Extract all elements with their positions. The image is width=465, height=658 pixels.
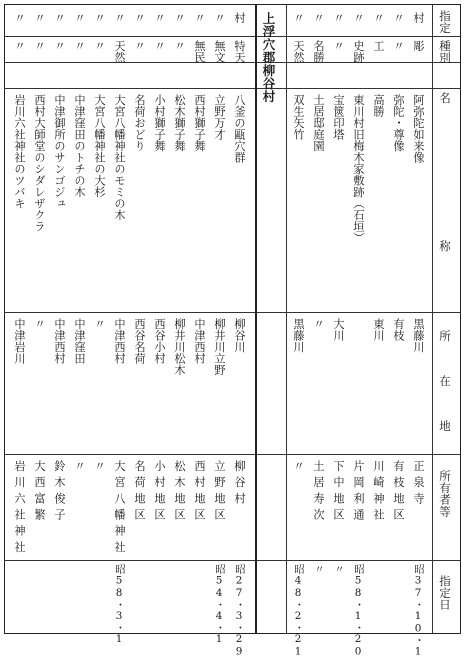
entry-location: 西谷名荷	[133, 318, 146, 364]
entry-name: 名荷おどり	[133, 94, 146, 152]
entry-designation: 〃	[352, 12, 365, 24]
entry-name: 東川村旧梅木家敷跡（石垣）	[352, 94, 365, 244]
entry-location: 中津西村	[193, 318, 206, 364]
entry-owner: 川崎神社	[372, 460, 385, 525]
entry-owner: 大宮八幡神社	[113, 460, 126, 558]
entry-type: 〃	[133, 40, 146, 52]
entry-location: 〃	[33, 318, 46, 330]
entry-owner: 鈴木俊子	[53, 460, 66, 525]
entry-name: 松木獅子舞	[173, 94, 186, 152]
entry-type: 〃	[13, 40, 26, 52]
entry-owner: 有枝地区	[392, 460, 405, 525]
entry-owner: 名荷地区	[133, 460, 146, 525]
entry-date: 昭54・4・1	[213, 564, 225, 646]
entry-owner: 〃	[292, 460, 305, 477]
entry-name: 高勝	[372, 94, 385, 117]
entry-owner: 小村地区	[153, 460, 166, 525]
entry-designation: 〃	[113, 12, 126, 24]
entry-owner: 柳谷村	[233, 460, 246, 509]
entry-name: 西村獅子舞	[193, 94, 206, 152]
entry-name: 八釜の甌穴群	[233, 94, 246, 163]
entry-location: 有枝	[392, 318, 405, 341]
entry-type: 彫	[412, 40, 425, 52]
entry-type: 〃	[332, 40, 345, 52]
entry-name: 双生矢竹	[292, 94, 305, 140]
entry-designation: 〃	[392, 12, 405, 24]
entry-date: 昭37・10・1	[412, 564, 424, 658]
entry-type: 名勝	[312, 40, 325, 63]
entry-name: 岩川六社神社のツバキ	[13, 94, 26, 209]
entry-owner: 大西富繁	[33, 460, 46, 525]
entry-type: 無民	[193, 40, 206, 63]
header-designation: 指定	[438, 10, 452, 34]
entry-location: 柳谷川	[233, 318, 246, 353]
entry-owner: 〃	[73, 460, 86, 477]
entry-type: 〃	[53, 40, 66, 52]
entry-location: 柳井川立野	[213, 318, 226, 376]
entry-designation: 〃	[193, 12, 206, 24]
entry-location: 柳井川松木	[173, 318, 186, 376]
entry-owner: 下中地区	[332, 460, 345, 525]
entry-date: 〃	[332, 564, 344, 575]
entry-name: 弥陀・尊像	[392, 94, 405, 152]
entry-type: 天然	[113, 40, 126, 63]
entry-type: 史跡	[352, 40, 365, 63]
entry-type: 天然	[292, 40, 305, 63]
entry-designation: 〃	[133, 12, 146, 24]
entry-location: 〃	[312, 318, 325, 330]
header-location-b: 在	[438, 375, 452, 387]
header-owner: 所有者等	[438, 470, 452, 518]
entry-name: 阿弥陀如来像	[412, 94, 425, 163]
entry-name: 中津御所のサンゴジュ	[53, 94, 66, 209]
entry-designation: 〃	[93, 12, 106, 24]
entry-designation: 〃	[332, 12, 345, 24]
entry-location: 東川	[372, 318, 385, 341]
entry-type: 〃	[153, 40, 166, 52]
header-name-b: 称	[438, 240, 452, 252]
entry-date: 〃	[312, 564, 324, 575]
header-location-a: 所	[438, 330, 452, 342]
entry-type: 〃	[93, 40, 106, 52]
entry-location: 大川	[332, 318, 345, 341]
header-name-a: 名	[438, 92, 452, 104]
divider	[432, 4, 433, 634]
entry-type: 〃	[33, 40, 46, 52]
header-date: 指定日	[438, 575, 452, 611]
entry-owner: 岩川六社神社	[13, 460, 26, 558]
entry-owner: 西村地区	[193, 460, 206, 525]
entry-designation: 〃	[13, 12, 26, 24]
entry-designation: 村	[412, 12, 425, 24]
divider	[4, 560, 461, 561]
entry-location: 〃	[93, 318, 106, 330]
entry-location: 中津岩川	[13, 318, 26, 364]
divider	[4, 88, 461, 89]
entry-designation: 〃	[53, 12, 66, 24]
entry-designation: 村	[233, 12, 246, 24]
entry-location: 黒藤川	[412, 318, 425, 353]
entry-name: 大宮八幡神社の大杉	[93, 94, 106, 198]
entry-name: 大宮八幡神社のモミの木	[113, 94, 126, 221]
entry-date: 昭48・2・21	[292, 564, 304, 658]
entry-name: 小村獅子舞	[153, 94, 166, 152]
entry-type: 〃	[173, 40, 186, 52]
entry-name: 土居邸庭園	[312, 94, 325, 152]
entry-owner: 正泉寺	[412, 460, 425, 509]
divider	[4, 454, 461, 455]
entry-designation: 〃	[153, 12, 166, 24]
entry-designation: 〃	[33, 12, 46, 24]
entry-designation: 〃	[312, 12, 325, 24]
entry-date: 昭58・3・1	[113, 564, 125, 646]
section-title: 上浮穴郡柳谷村	[261, 12, 276, 103]
divider	[286, 4, 287, 634]
entry-designation: 〃	[73, 12, 86, 24]
entry-date: 昭58・1・20	[352, 564, 364, 658]
entry-name: 中津窪田のトチの木	[73, 94, 86, 198]
entry-location: 中津西村	[113, 318, 126, 364]
entry-location: 中津窪田	[73, 318, 86, 364]
entry-owner: 〃	[93, 460, 106, 477]
entry-owner: 片岡利通	[352, 460, 365, 525]
divider	[255, 4, 257, 634]
entry-type: 特天	[233, 40, 246, 63]
entry-type: 無文	[213, 40, 226, 63]
entry-name: 西村大師堂のシダレザクラ	[33, 94, 46, 232]
header-type: 種別	[438, 40, 452, 64]
divider	[4, 36, 461, 37]
header-location-c: 地	[438, 420, 452, 432]
entry-owner: 立野地区	[213, 460, 226, 525]
entry-type: 〃	[392, 40, 405, 52]
entry-designation: 〃	[173, 12, 186, 24]
entry-location: 西谷小村	[153, 318, 166, 364]
entry-designation: 〃	[372, 12, 385, 24]
entry-owner: 土居寿次	[312, 460, 325, 525]
entry-location: 黒藤川	[292, 318, 305, 353]
entry-location: 中津西村	[53, 318, 66, 364]
entry-designation: 〃	[292, 12, 305, 24]
entry-type: 〃	[73, 40, 86, 52]
entry-owner: 松木地区	[173, 460, 186, 525]
entry-name: 立野万才	[213, 94, 226, 140]
entry-date: 昭27・3・29	[233, 564, 245, 658]
entry-designation: 〃	[213, 12, 226, 24]
entry-type: 工	[372, 40, 385, 52]
divider	[4, 312, 461, 313]
entry-name: 宝篋印塔	[332, 94, 345, 140]
